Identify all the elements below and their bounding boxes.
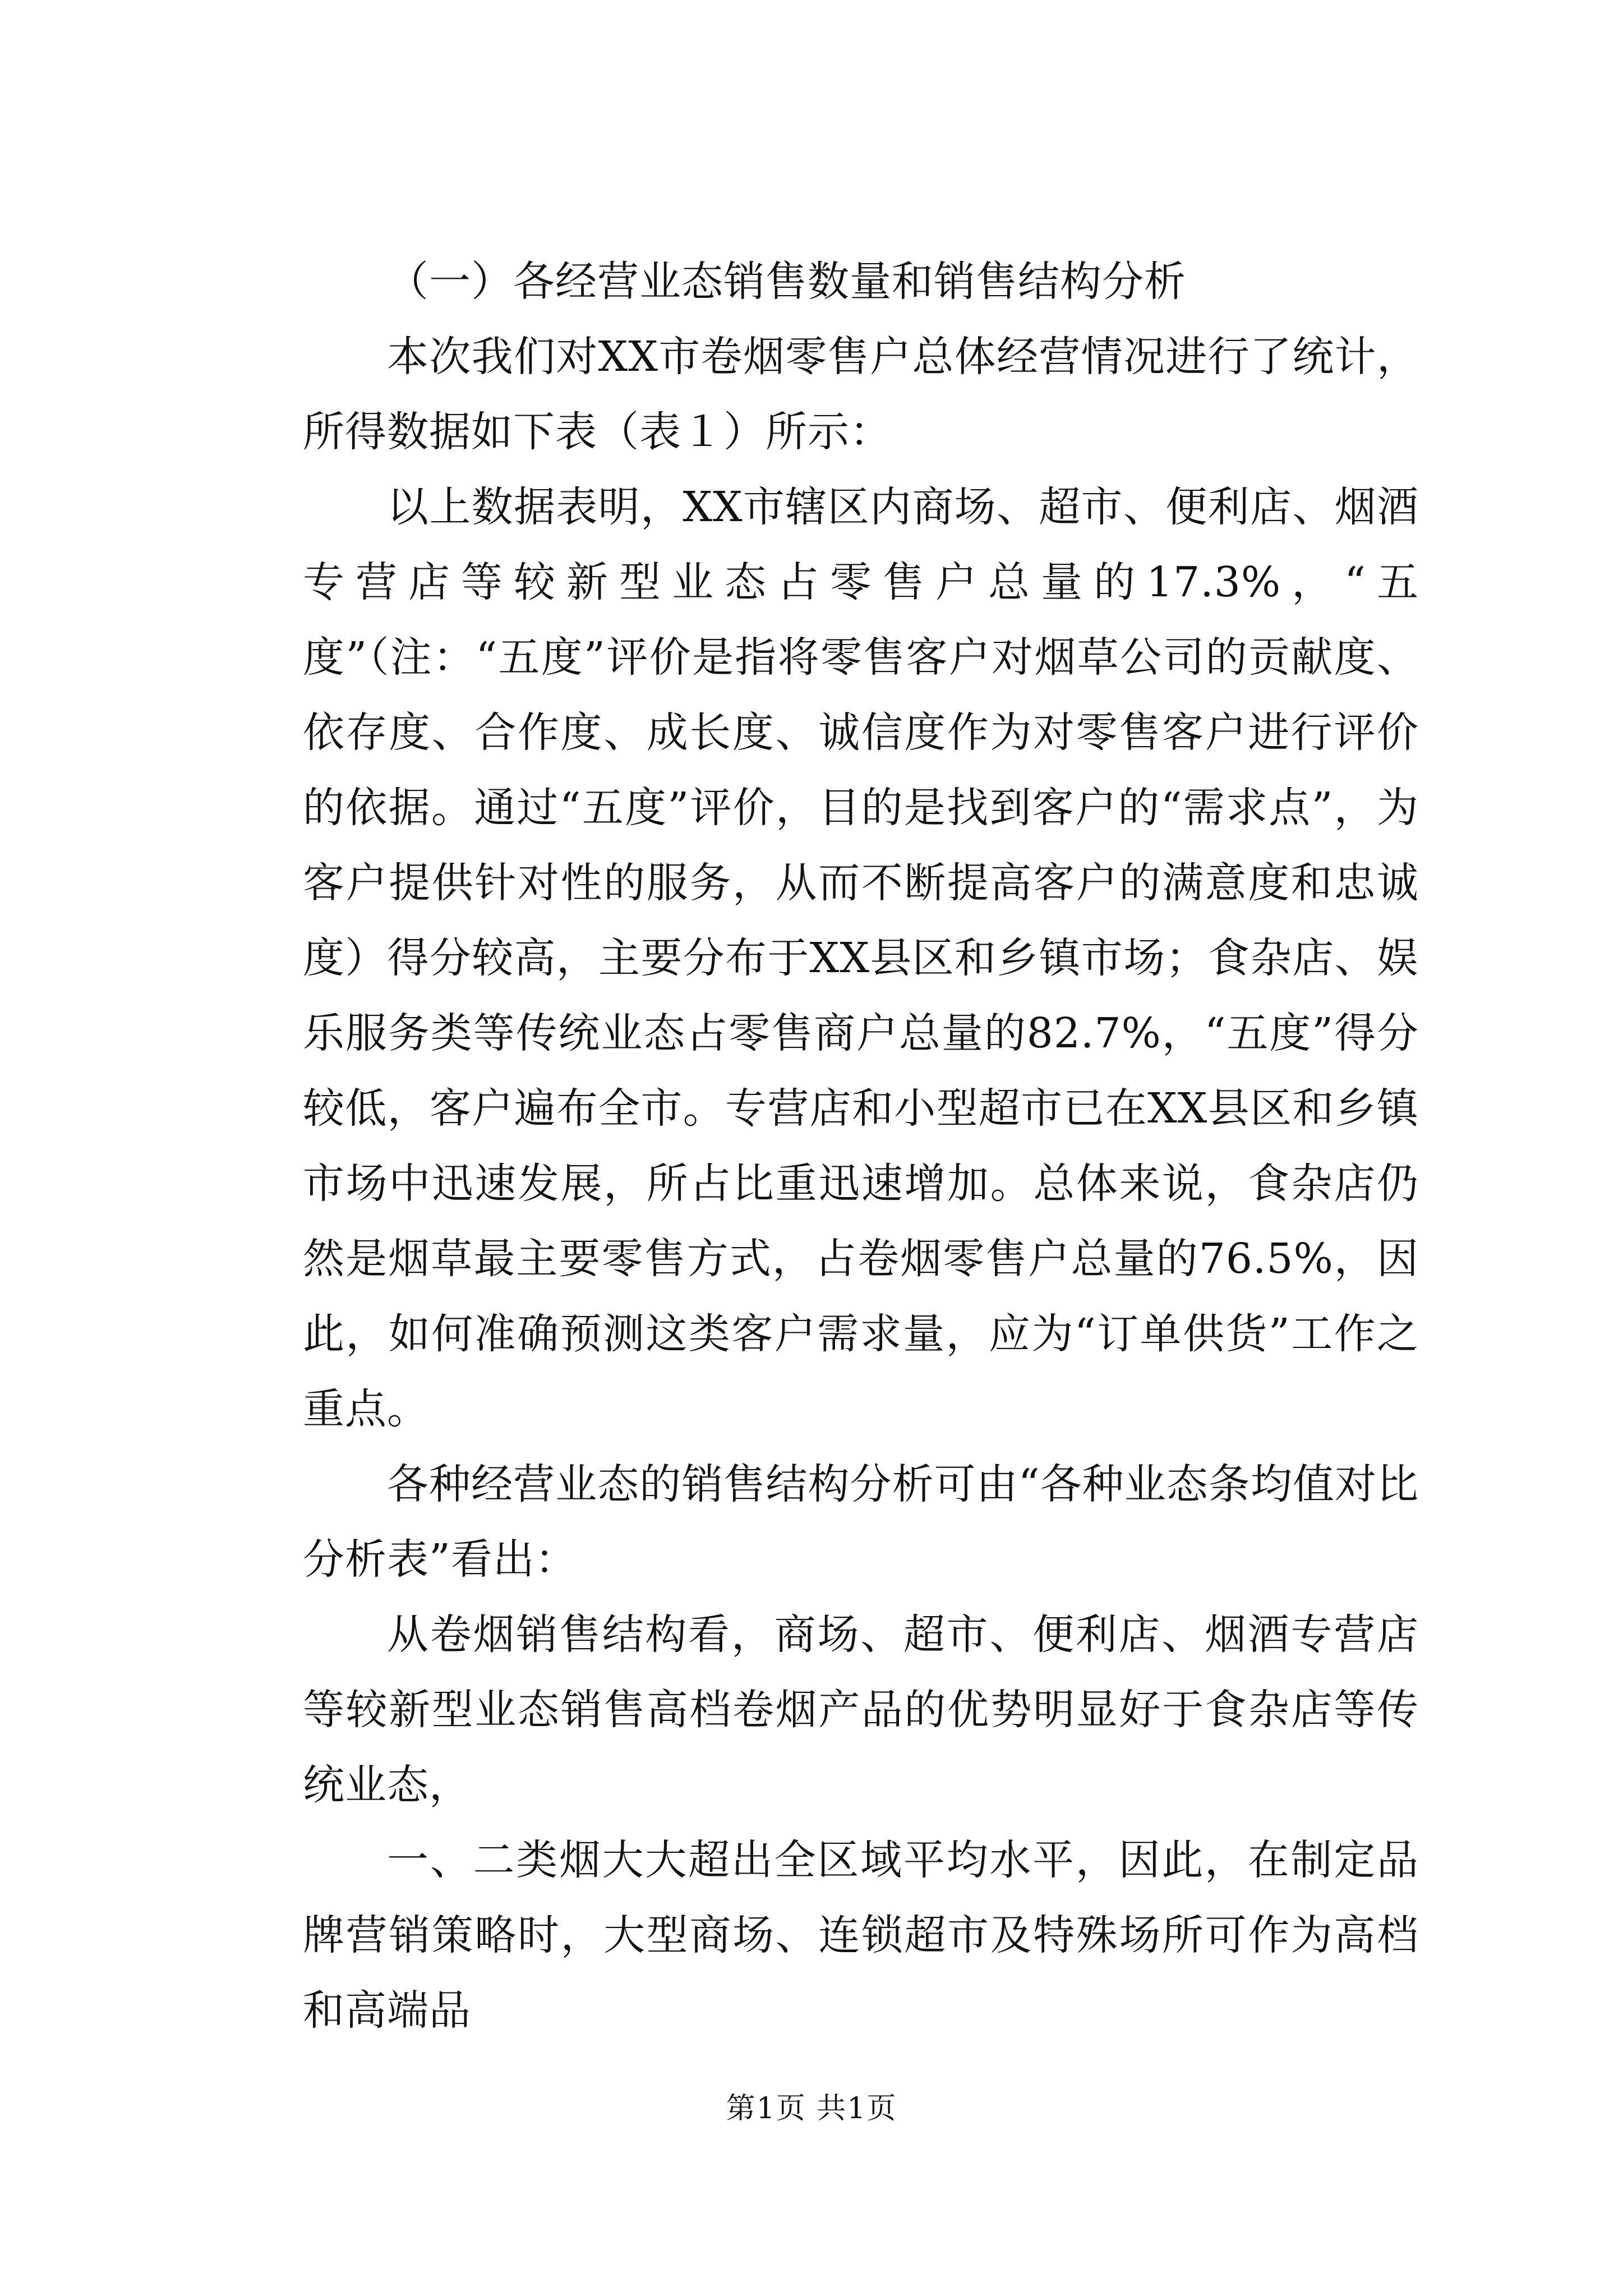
paragraph-sales-structure: 从卷烟销售结构看，商场、超市、便利店、烟酒专营店等较新型业态销售高档卷烟产品的优势明显好于食杂店等传统业态，	[303, 1611, 1419, 1809]
paragraph-brand-strategy: 一、二类烟大大超出全区域平均水平，因此，在制定品牌营销策略时，大型商场、连锁超市及特殊场所可作为高档和高端品	[303, 1836, 1419, 2035]
section-heading: （一）各经营业态销售数量和销售结构分析	[387, 257, 1186, 306]
paragraph-structure-table: 各种经营业态的销售结构分析可由“各种业态条均值对比分析表”看出：	[303, 1460, 1419, 1584]
paragraph-data-analysis: 以上数据表明，XX市辖区内商场、超市、便利店、烟酒专营店等较新型业态占零售户总量的17.3%，“五度”（注：“五度”评价是指将零售客户对烟草公司的贡献度、依存度、合作度、成长度、诚信度作为对零售客户进行评价的依据。通过“五度”评价，目的是找到客户的“需求点”，为客户提供针对性的服务，从而不断提高客户的满意度和忠诚度）得分较高，主要分布于XX县区和乡镇市场；食杂店、娱乐服务类等传统业态占零售商户总量的82.7%，“五度”得分较低，客户遍布全市。专营店和小型超市已在XX县区和乡镇市场中迅速发展，所占比重迅速增加。总体来说，食杂店仍然是烟草最主要零售方式，占卷烟零售户总量的76.5%，因此，如何准确预测这类客户需求量，应为“订单供货”工作之重点。	[303, 483, 1419, 1433]
paragraph-intro: 本次我们对XX市卷烟零售户总体经营情况进行了统计，所得数据如下表（表１）所示：	[303, 333, 1419, 456]
page-number-footer: 第1页 共1页	[726, 2092, 897, 2125]
document-body	[303, 244, 1419, 2048]
